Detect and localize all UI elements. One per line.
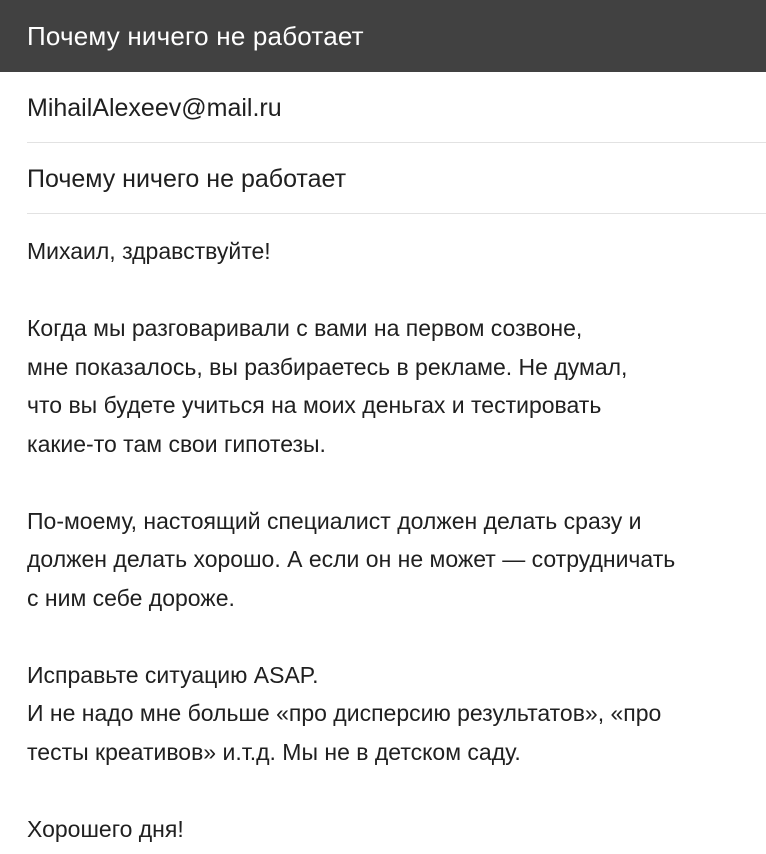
body-line: что вы будете учиться на моих деньгах и тестировать xyxy=(27,392,602,418)
body-line: Исправьте ситуацию ASAP. xyxy=(27,661,319,688)
body-line: какие-то там свои гипотезы. xyxy=(27,430,326,457)
message-body[interactable] xyxy=(27,214,766,848)
paragraph-gap xyxy=(27,271,766,310)
to-input[interactable] xyxy=(27,94,766,123)
paragraph-1 xyxy=(27,309,766,463)
body-line: И не надо мне больше «про дисперсию результатов», «про xyxy=(27,700,662,726)
paragraph-gap xyxy=(27,617,766,656)
paragraph-gap xyxy=(27,771,766,810)
paragraph-2 xyxy=(27,502,766,618)
title-bar xyxy=(0,0,766,72)
closing-line: Хорошего дня! xyxy=(27,815,184,842)
subject-field[interactable] xyxy=(27,143,766,214)
subject-input[interactable] xyxy=(27,165,766,194)
body-line: должен делать хорошо. А если он не может — сотрудничать xyxy=(27,546,676,572)
paragraph-3 xyxy=(27,656,766,772)
paragraph-gap xyxy=(27,463,766,502)
greeting-line: Михаил, здравствуйте! xyxy=(27,238,271,264)
body-line: По-моему, настоящий специалист должен делать сразу и xyxy=(27,507,642,534)
window-title: Почему ничего не работает xyxy=(27,20,364,51)
to-field[interactable] xyxy=(27,72,766,143)
body-line: мне показалось, вы разбираетесь в рекламе. Не думал, xyxy=(27,353,628,380)
body-line: тесты креативов» и.т.д. Мы не в детском саду. xyxy=(27,738,521,765)
body-line: Когда мы разговаривали с вами на первом созвоне, xyxy=(27,315,583,341)
body-line: с ним себе дороже. xyxy=(27,584,235,611)
